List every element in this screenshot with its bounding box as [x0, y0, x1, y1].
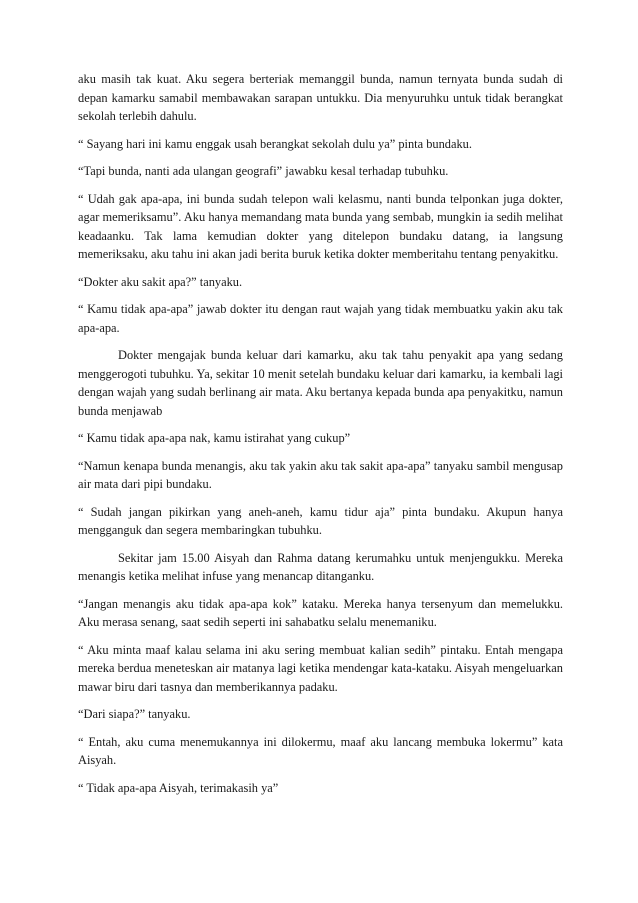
paragraph: “ Kamu tidak apa-apa nak, kamu istirahat yang cukup” — [78, 431, 351, 445]
paragraph: “ Sudah jangan pikirkan yang aneh-aneh, kamu tidur aja” pinta bundaku. Akupun hanya mengganguk dan segera membaringkan tubuhku. — [78, 504, 563, 537]
paragraph: “ Entah, aku cuma menemukannya ini dilokermu, maaf aku lancang membuka lokermu” kata Aisyah. — [78, 734, 563, 767]
paragraph: “ Sayang hari ini kamu enggak usah berangkat sekolah dulu ya” pinta bundaku. — [78, 136, 472, 151]
paragraph: “Dari siapa?” tanyaku. — [78, 707, 191, 721]
paragraph: “ Tidak apa-apa Aisyah, terimakasih ya” — [78, 780, 279, 795]
paragraph: “Dokter aku sakit apa?” tanyaku. — [78, 274, 243, 289]
paragraph-indented: Sekitar jam 15.00 Aisyah dan Rahma datang kerumahku untuk menjengukku. Mereka menangis ketika melihat infuse yang menancap ditanganku. — [78, 550, 563, 583]
paragraph: “Jangan menangis aku tidak apa-apa kok” kataku. Mereka hanya tersenyum dan memelukku. Aku merasa senang, saat sedih seperti ini sahabatku selalu menemaniku. — [78, 596, 563, 629]
paragraph: “Tapi bunda, nanti ada ulangan geografi” jawabku kesal terhadap tubuhku. — [78, 164, 449, 178]
paragraph-indented: Dokter mengajak bunda keluar dari kamarku, aku tak tahu penyakit apa yang sedang menggerogoti tubuhku. Ya, sekitar 10 menit setelah bundaku keluar dari kamarku, ia kembali lagi dengan wajah yang sudah berlinang air mata. Aku bertanya kepada bunda apa penyakitku, namun bunda menjawab — [78, 348, 563, 418]
paragraph: “ Udah gak apa-apa, ini bunda sudah telepon wali kelasmu, nanti bunda telponkan juga dokter, agar memeriksamu”. Aku hanya memandang mata bunda yang sembab, mungkin ia sedih melihat keadaanku. Tak lama kemudian dokter yang ditelepon bundaku datang, ia langsung memeriksaku, aku tahu ini akan jadi berita buruk ketika dokter memberitahu tentang penyakitku. — [78, 191, 563, 261]
paragraph: “ Aku minta maaf kalau selama ini aku sering membuat kalian sedih” pintaku. Entah mengapa mereka berdua meneteskan air matanya lagi ketika mendengar kata-kataku. Aisyah mengeluarkan mawar biru dari tasnya dan memberikannya padaku. — [78, 642, 563, 694]
paragraph: aku masih tak kuat. Aku segera berteriak memanggil bunda, namun ternyata bunda sudah di depan kamarku samabil membawakan sarapan untukku. Dia menyuruhku untuk tidak berangkat sekolah terlebih dahulu. — [78, 72, 563, 123]
document-page — [78, 70, 563, 806]
paragraph: “ Kamu tidak apa-apa” jawab dokter itu dengan raut wajah yang tidak membuatku yakin aku tak apa-apa. — [78, 302, 563, 335]
paragraph: “Namun kenapa bunda menangis, aku tak yakin aku tak sakit apa-apa” tanyaku sambil mengusap air mata dari pipi bundaku. — [78, 458, 563, 491]
